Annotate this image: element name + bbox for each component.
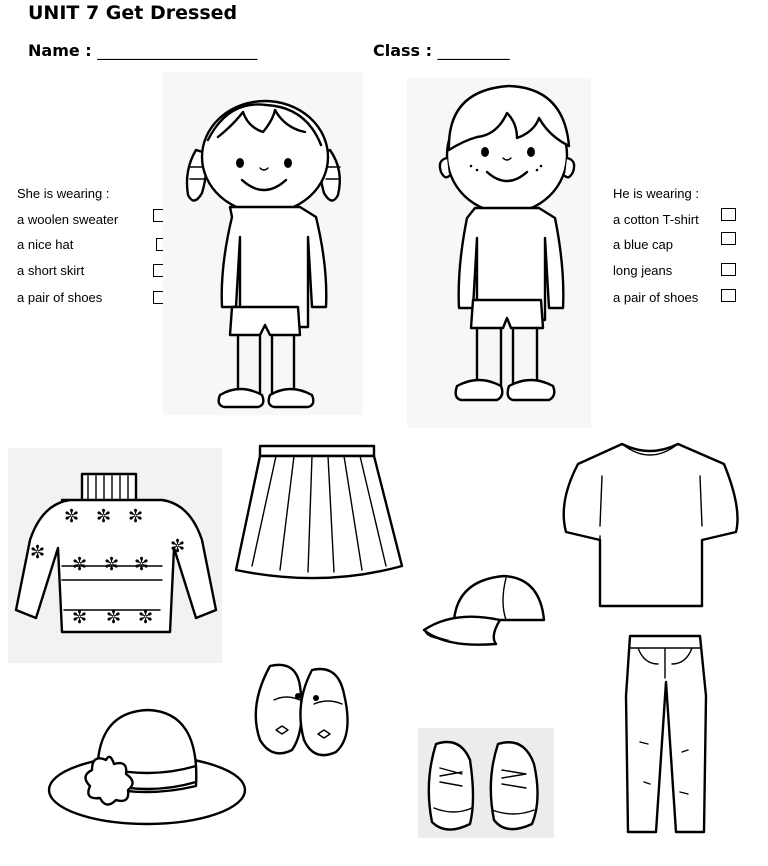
jeans-icon xyxy=(620,632,710,834)
sneakers-icon xyxy=(426,734,546,834)
boy-checkbox-tshirt[interactable] xyxy=(721,208,736,221)
svg-text:✼: ✼ xyxy=(96,506,112,527)
name-line[interactable]: ____________________ xyxy=(97,41,258,60)
girl-item-skirt: a short skirt xyxy=(17,263,85,278)
girls-shoes-icon xyxy=(254,660,354,758)
svg-text:✼: ✼ xyxy=(72,554,88,575)
girl-list-heading: She is wearing : xyxy=(17,186,110,201)
boy-item-shoes: a pair of shoes xyxy=(613,290,699,305)
girl-item-shoes: a pair of shoes xyxy=(17,290,103,305)
cap-icon xyxy=(420,570,548,652)
svg-text:✼: ✼ xyxy=(106,607,122,628)
class-line[interactable]: _________ xyxy=(437,41,510,60)
boy-list-heading: He is wearing : xyxy=(613,186,699,201)
class-label: Class : xyxy=(373,41,433,60)
boy-checkbox-jeans[interactable] xyxy=(721,263,736,276)
girl-item-sweater: a woolen sweater xyxy=(17,212,119,227)
svg-text:✼: ✼ xyxy=(30,542,46,563)
boy-item-cap: a blue cap xyxy=(613,237,673,252)
name-field[interactable] xyxy=(28,41,257,60)
boy-figure-icon xyxy=(437,80,577,410)
svg-text:✼: ✼ xyxy=(128,506,144,527)
class-field[interactable] xyxy=(373,41,510,60)
worksheet-title: UNIT 7 Get Dressed xyxy=(28,2,238,24)
boy-checkbox-cap[interactable] xyxy=(721,232,736,245)
svg-text:✼: ✼ xyxy=(170,536,186,557)
girl-item-hat: a nice hat xyxy=(17,237,74,252)
skirt-icon xyxy=(236,442,406,587)
sweater-icon xyxy=(10,470,220,645)
boy-item-jeans: long jeans xyxy=(613,263,673,278)
svg-text:✼: ✼ xyxy=(138,607,154,628)
boy-checkbox-shoes[interactable] xyxy=(721,289,736,302)
t-shirt-icon xyxy=(560,440,744,612)
svg-text:✼: ✼ xyxy=(104,554,120,575)
svg-text:✼: ✼ xyxy=(134,554,150,575)
name-label: Name : xyxy=(28,41,92,60)
svg-text:✼: ✼ xyxy=(72,607,88,628)
svg-text:✼: ✼ xyxy=(64,506,80,527)
boy-item-tshirt: a cotton T-shirt xyxy=(613,212,699,227)
hat-icon xyxy=(46,708,248,826)
girl-figure-icon xyxy=(180,95,350,415)
